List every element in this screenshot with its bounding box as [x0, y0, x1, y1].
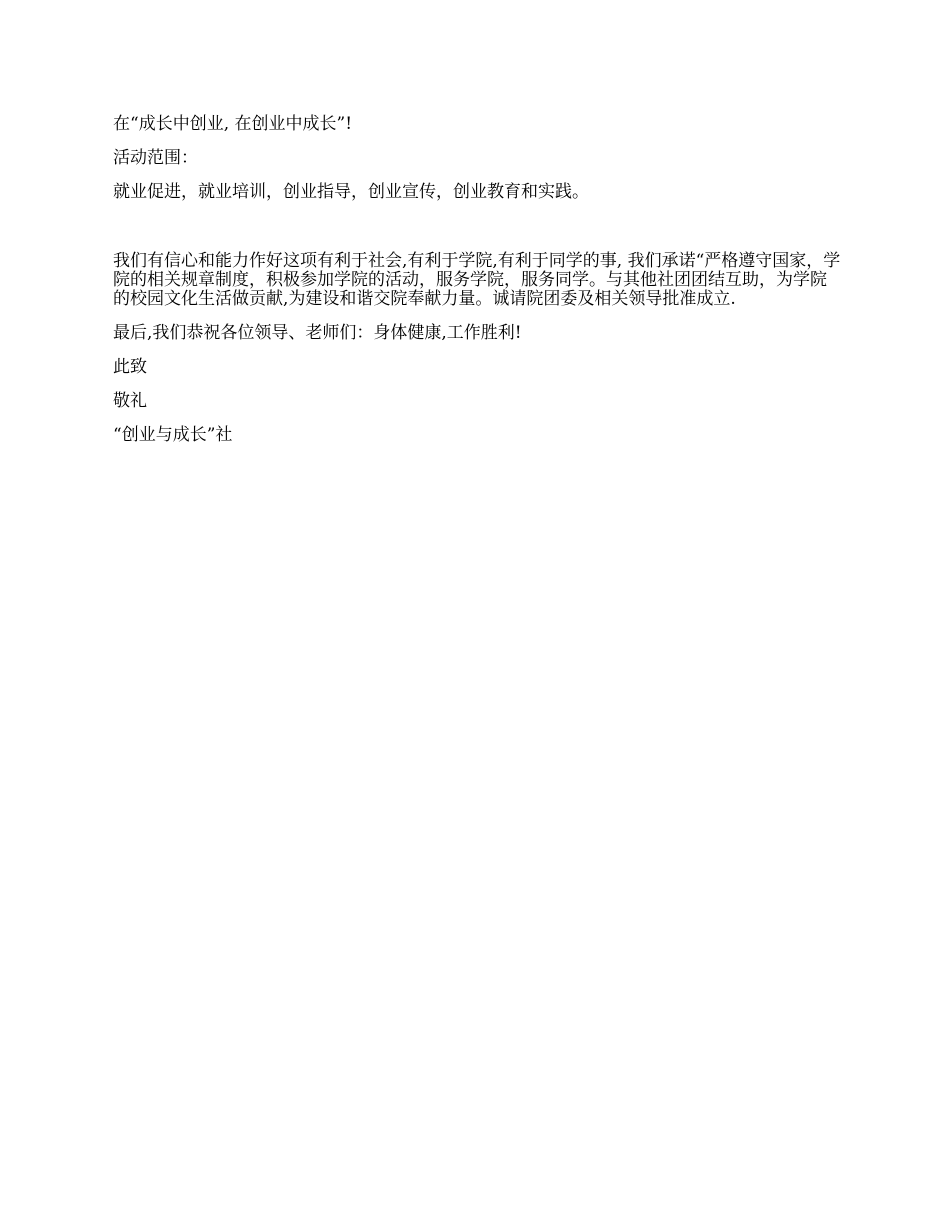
paragraph-salutation: 此致: [113, 357, 147, 377]
paragraph-scope-list: 就业促进，就业培训，创业指导，创业宣传，创业教育和实践。: [113, 182, 589, 202]
paragraph-slogan: 在“成长中创业, 在创业中成长”!: [113, 114, 353, 134]
paragraph-closing-wishes: 最后,我们恭祝各位领导、老师们：身体健康,工作胜利!: [113, 323, 522, 343]
paragraph-regards: 敬礼: [113, 391, 147, 411]
paragraph-signature: “创业与成长”社: [113, 425, 233, 445]
document-body: [113, 112, 843, 445]
paragraph-scope-heading: 活动范围：: [113, 148, 198, 168]
paragraph-commitment: 我们有信心和能力作好这项有利于社会,有利于学院,有利于同学的事, 我们承诺“严格遵守国家，学院的相关规章制度，积极参加学院的活动，服务学院，服务同学。与其他社团团结互助，为学院的校园文化生活做贡献,为建设和谐交院奉献力量。诚请院团委及相关领导批准成立.: [113, 251, 841, 309]
